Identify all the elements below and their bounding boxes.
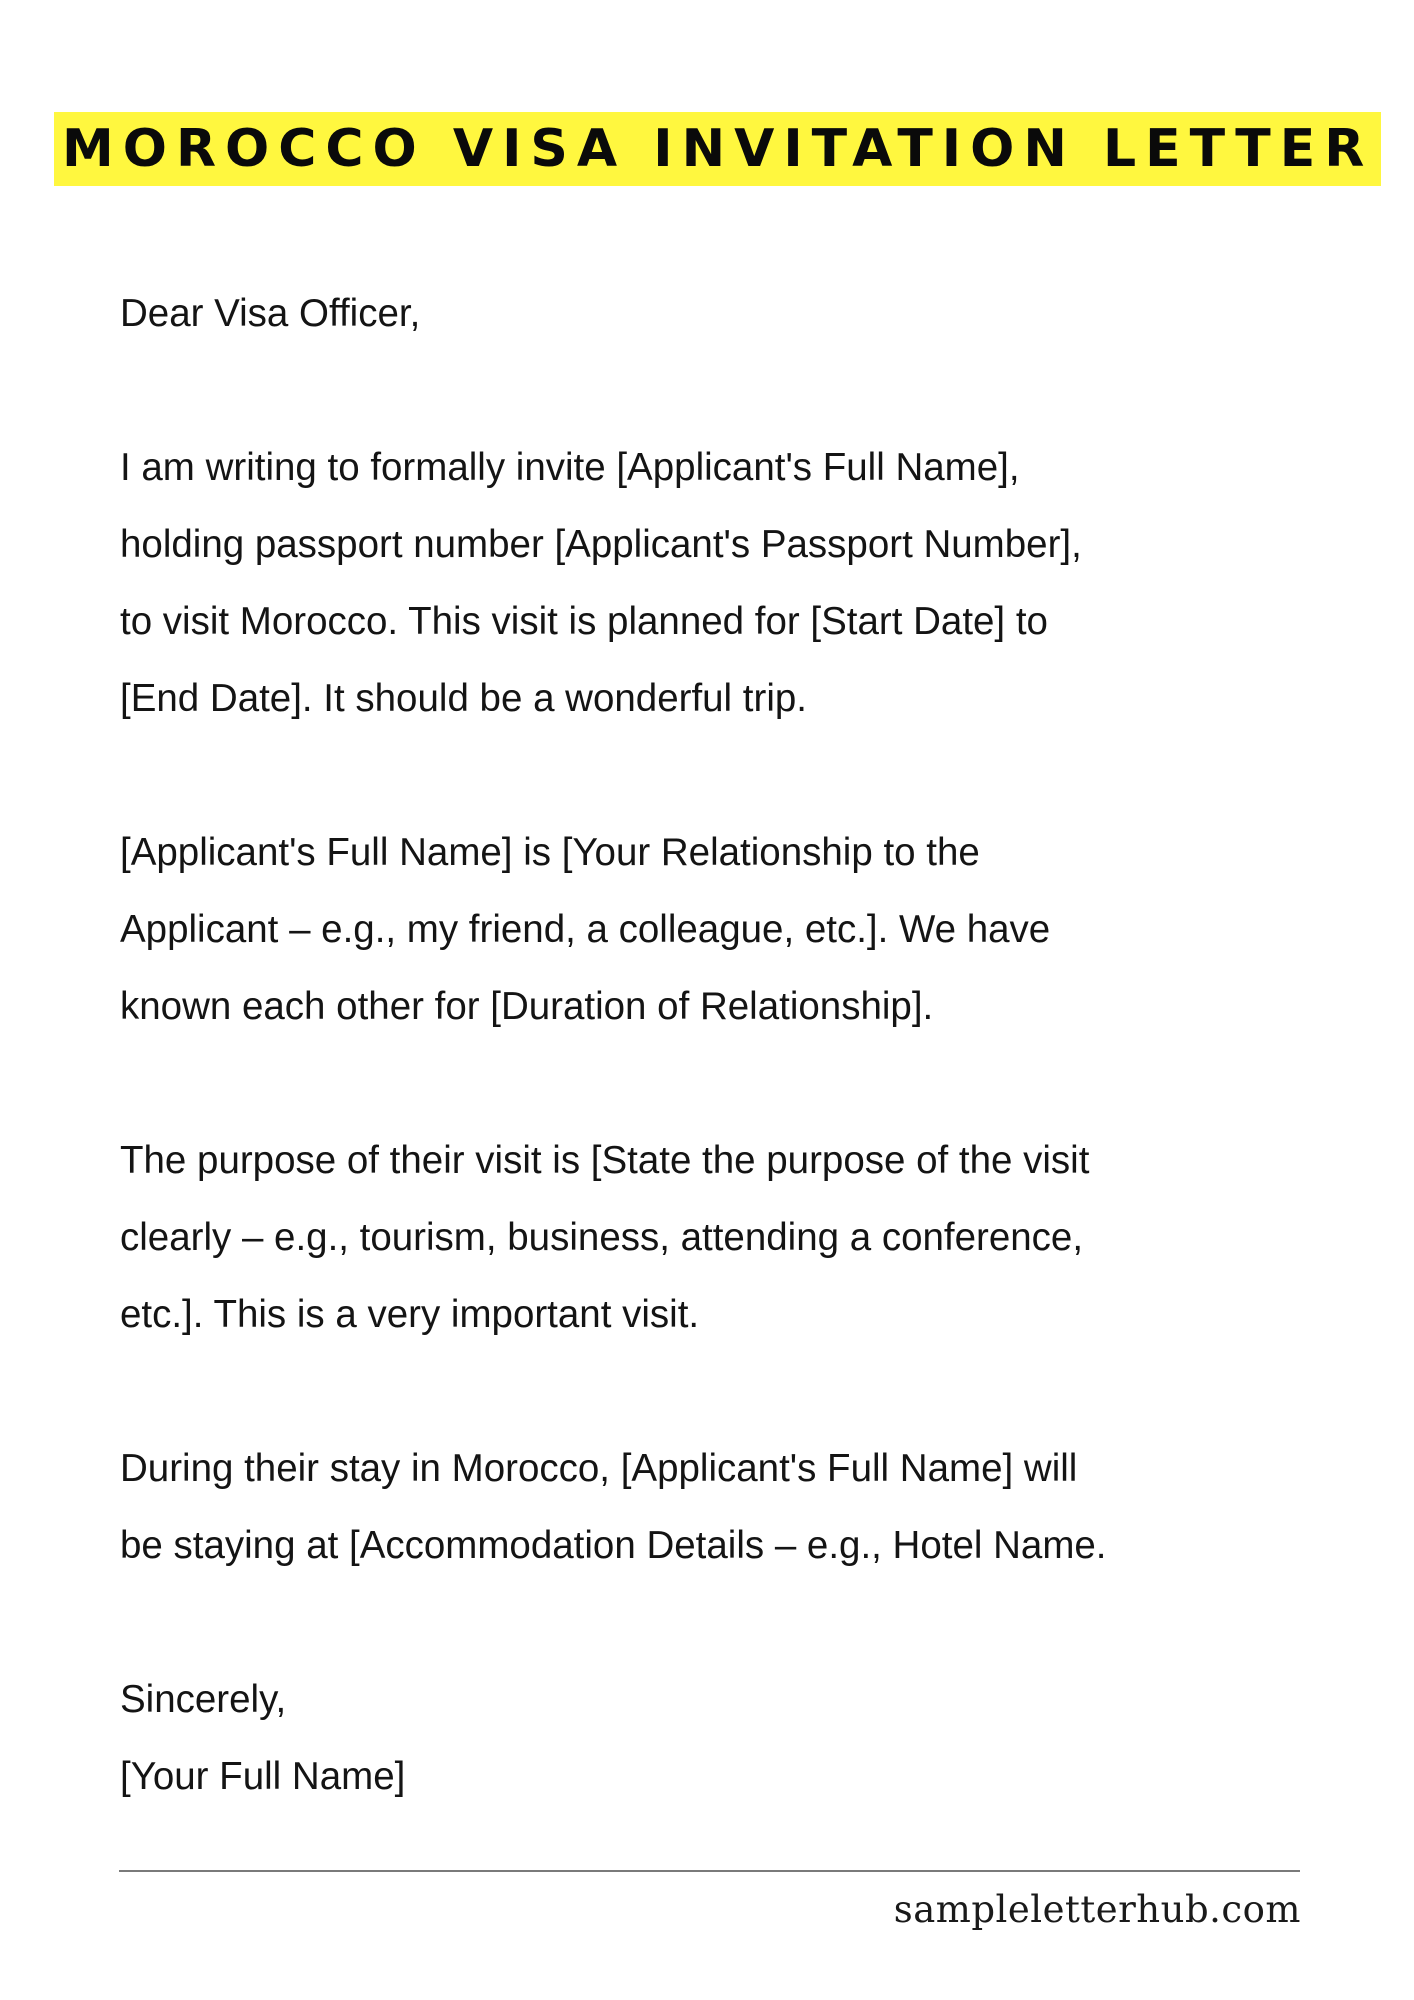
paragraph-line: [End Date]. It should be a wonderful trip. (120, 677, 807, 720)
paragraph-relationship (120, 814, 1360, 1045)
paragraph-accommodation (120, 1430, 1360, 1584)
closing: Sincerely, (120, 1678, 287, 1721)
paragraph-line: to visit Morocco. This visit is planned for [Start Date] to (120, 600, 1048, 643)
paragraph-line: etc.]. This is a very important visit. (120, 1293, 700, 1336)
paragraph-line: During their stay in Morocco, [Applicant's Full Name] will (120, 1447, 1078, 1490)
paragraph-purpose (120, 1122, 1360, 1353)
paragraph-spacer (120, 1584, 1360, 1661)
paragraph-line: I am writing to formally invite [Applicant's Full Name], (120, 446, 1020, 489)
document-title: MOROCCO VISA INVITATION LETTER (54, 112, 1381, 186)
signature-placeholder: [Your Full Name] (120, 1755, 406, 1798)
salutation: Dear Visa Officer, (120, 292, 421, 335)
paragraph-invitation (120, 429, 1360, 737)
paragraph-line: known each other for [Duration of Relationship]. (120, 985, 934, 1028)
paragraph-spacer (120, 352, 1360, 429)
paragraph-line: be staying at [Accommodation Details – e.g., Hotel Name. (120, 1524, 1107, 1567)
paragraph-line: [Applicant's Full Name] is [Your Relationship to the (120, 831, 980, 874)
paragraph-line: clearly – e.g., tourism, business, attending a conference, (120, 1216, 1084, 1259)
paragraph-line: holding passport number [Applicant's Passport Number], (120, 523, 1082, 566)
letter-body (120, 275, 1360, 1815)
paragraph-spacer (120, 1353, 1360, 1430)
title-container (54, 112, 1381, 186)
paragraph-line: The purpose of their visit is [State the purpose of the visit (120, 1139, 1090, 1182)
paragraph-spacer (120, 1045, 1360, 1122)
paragraph-line: Applicant – e.g., my friend, a colleague, etc.]. We have (120, 908, 1051, 951)
paragraph-spacer (120, 737, 1360, 814)
footer-site: sampleletterhub.com (893, 1888, 1301, 1931)
footer-divider (119, 1870, 1300, 1872)
